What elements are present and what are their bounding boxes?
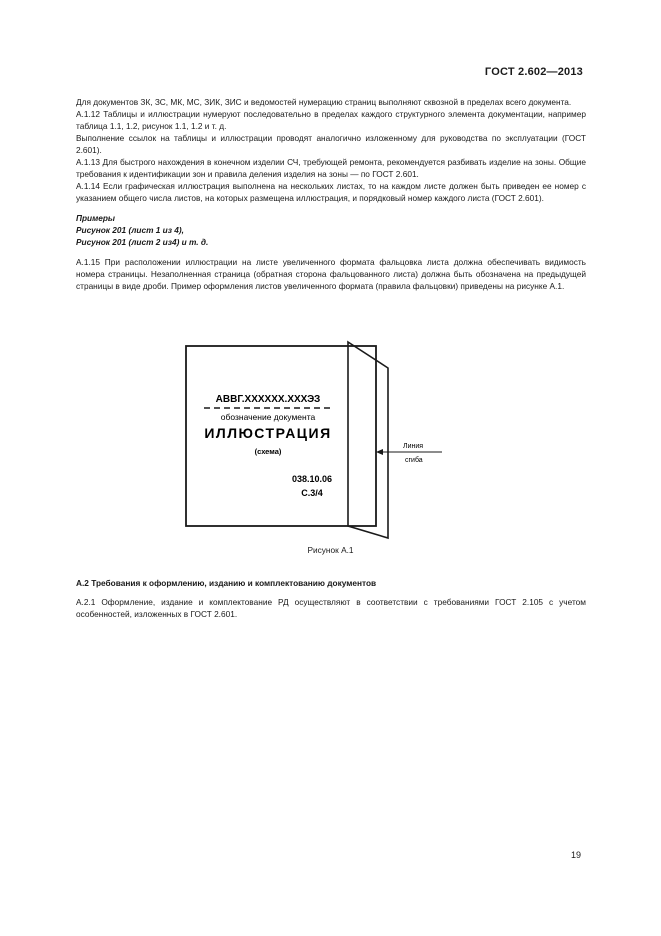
section-title: А.2 Требования к оформлению, изданию и комплектованию документов xyxy=(76,578,377,588)
paragraph: Выполнение ссылок на таблицы и иллюстрации проводят аналогично изложенному для руководства по эксплуатации (ГОСТ 2.601). xyxy=(76,133,586,155)
paragraph: А.1.14 Если графическая иллюстрация выполнена на нескольких листах, то на каждом листе должен быть приведен ее номер с указанием общего числа листов, на которых размещена иллюстрация, и порядковый номер каждого листа (ГОСТ 2.601). xyxy=(76,181,586,203)
example-line: Рисунок 201 (лист 1 из 4), xyxy=(76,225,184,235)
main-text xyxy=(76,96,586,292)
fold-label-fold: сгиба xyxy=(405,457,423,464)
fold-illustration xyxy=(180,340,460,540)
section-body: А.2.1 Оформление, издание и комплектование РД осуществляют в соответствии с требованиями ГОСТ 2.105 с учетом особенностей, изложенных в ГОСТ 2.601. xyxy=(76,597,586,619)
figure-designation: обозначение документа xyxy=(220,412,316,422)
examples-title: Примеры xyxy=(76,213,116,223)
figure-note: (схема) xyxy=(254,447,282,456)
examples-block xyxy=(76,212,586,248)
figure-title: ИЛЛЮСТРАЦИЯ xyxy=(204,425,332,441)
fold-label-line: Линия xyxy=(403,443,424,450)
figure-code: АВВГ.ХХХХХХ.ХХХЭЗ xyxy=(215,394,321,405)
figure-caption: Рисунок А.1 xyxy=(307,545,354,555)
paragraph: А.1.13 Для быстрого нахождения в конечном изделии СЧ, требующей ремонта, рекомендуется разбивать изделие на зоны. Общие требования к идентификации зон и правила деления изделия на зоны — по ГОСТ 2.601. xyxy=(76,157,586,179)
paragraph: А.1.12 Таблицы и иллюстрации нумеруют последовательно в пределах каждого структурного элемента документации, например таблица 1.1, 1.2, рисунок 1.1, 1.2 и т. д. xyxy=(76,109,586,131)
paragraph: Для документов ЗК, ЗС, МК, МС, ЗИК, ЗИС и ведомостей нумерацию страниц выполняют сквозной в пределах всего документа. xyxy=(76,97,572,107)
paragraph-a115: А.1.15 При расположении иллюстрации на листе увеличенного формата фальцовка листа должна обеспечивать видимость номера страницы. Незаполненная страница (обратная сторона фальцованного листа) должна быть обозначена на предыдущей страницы в виде дроби. Пример оформления листов увеличенного формата (правила фальцовки) приведены на рисунке А.1. xyxy=(76,257,586,291)
figure-number: 038.10.06 xyxy=(291,474,333,484)
page-number: 19 xyxy=(571,850,582,860)
example-line: Рисунок 201 (лист 2 из4) и т. д. xyxy=(76,237,209,247)
figure-sheet: С.3/4 xyxy=(301,488,323,498)
document-header: ГОСТ 2.602—2013 xyxy=(484,66,583,78)
